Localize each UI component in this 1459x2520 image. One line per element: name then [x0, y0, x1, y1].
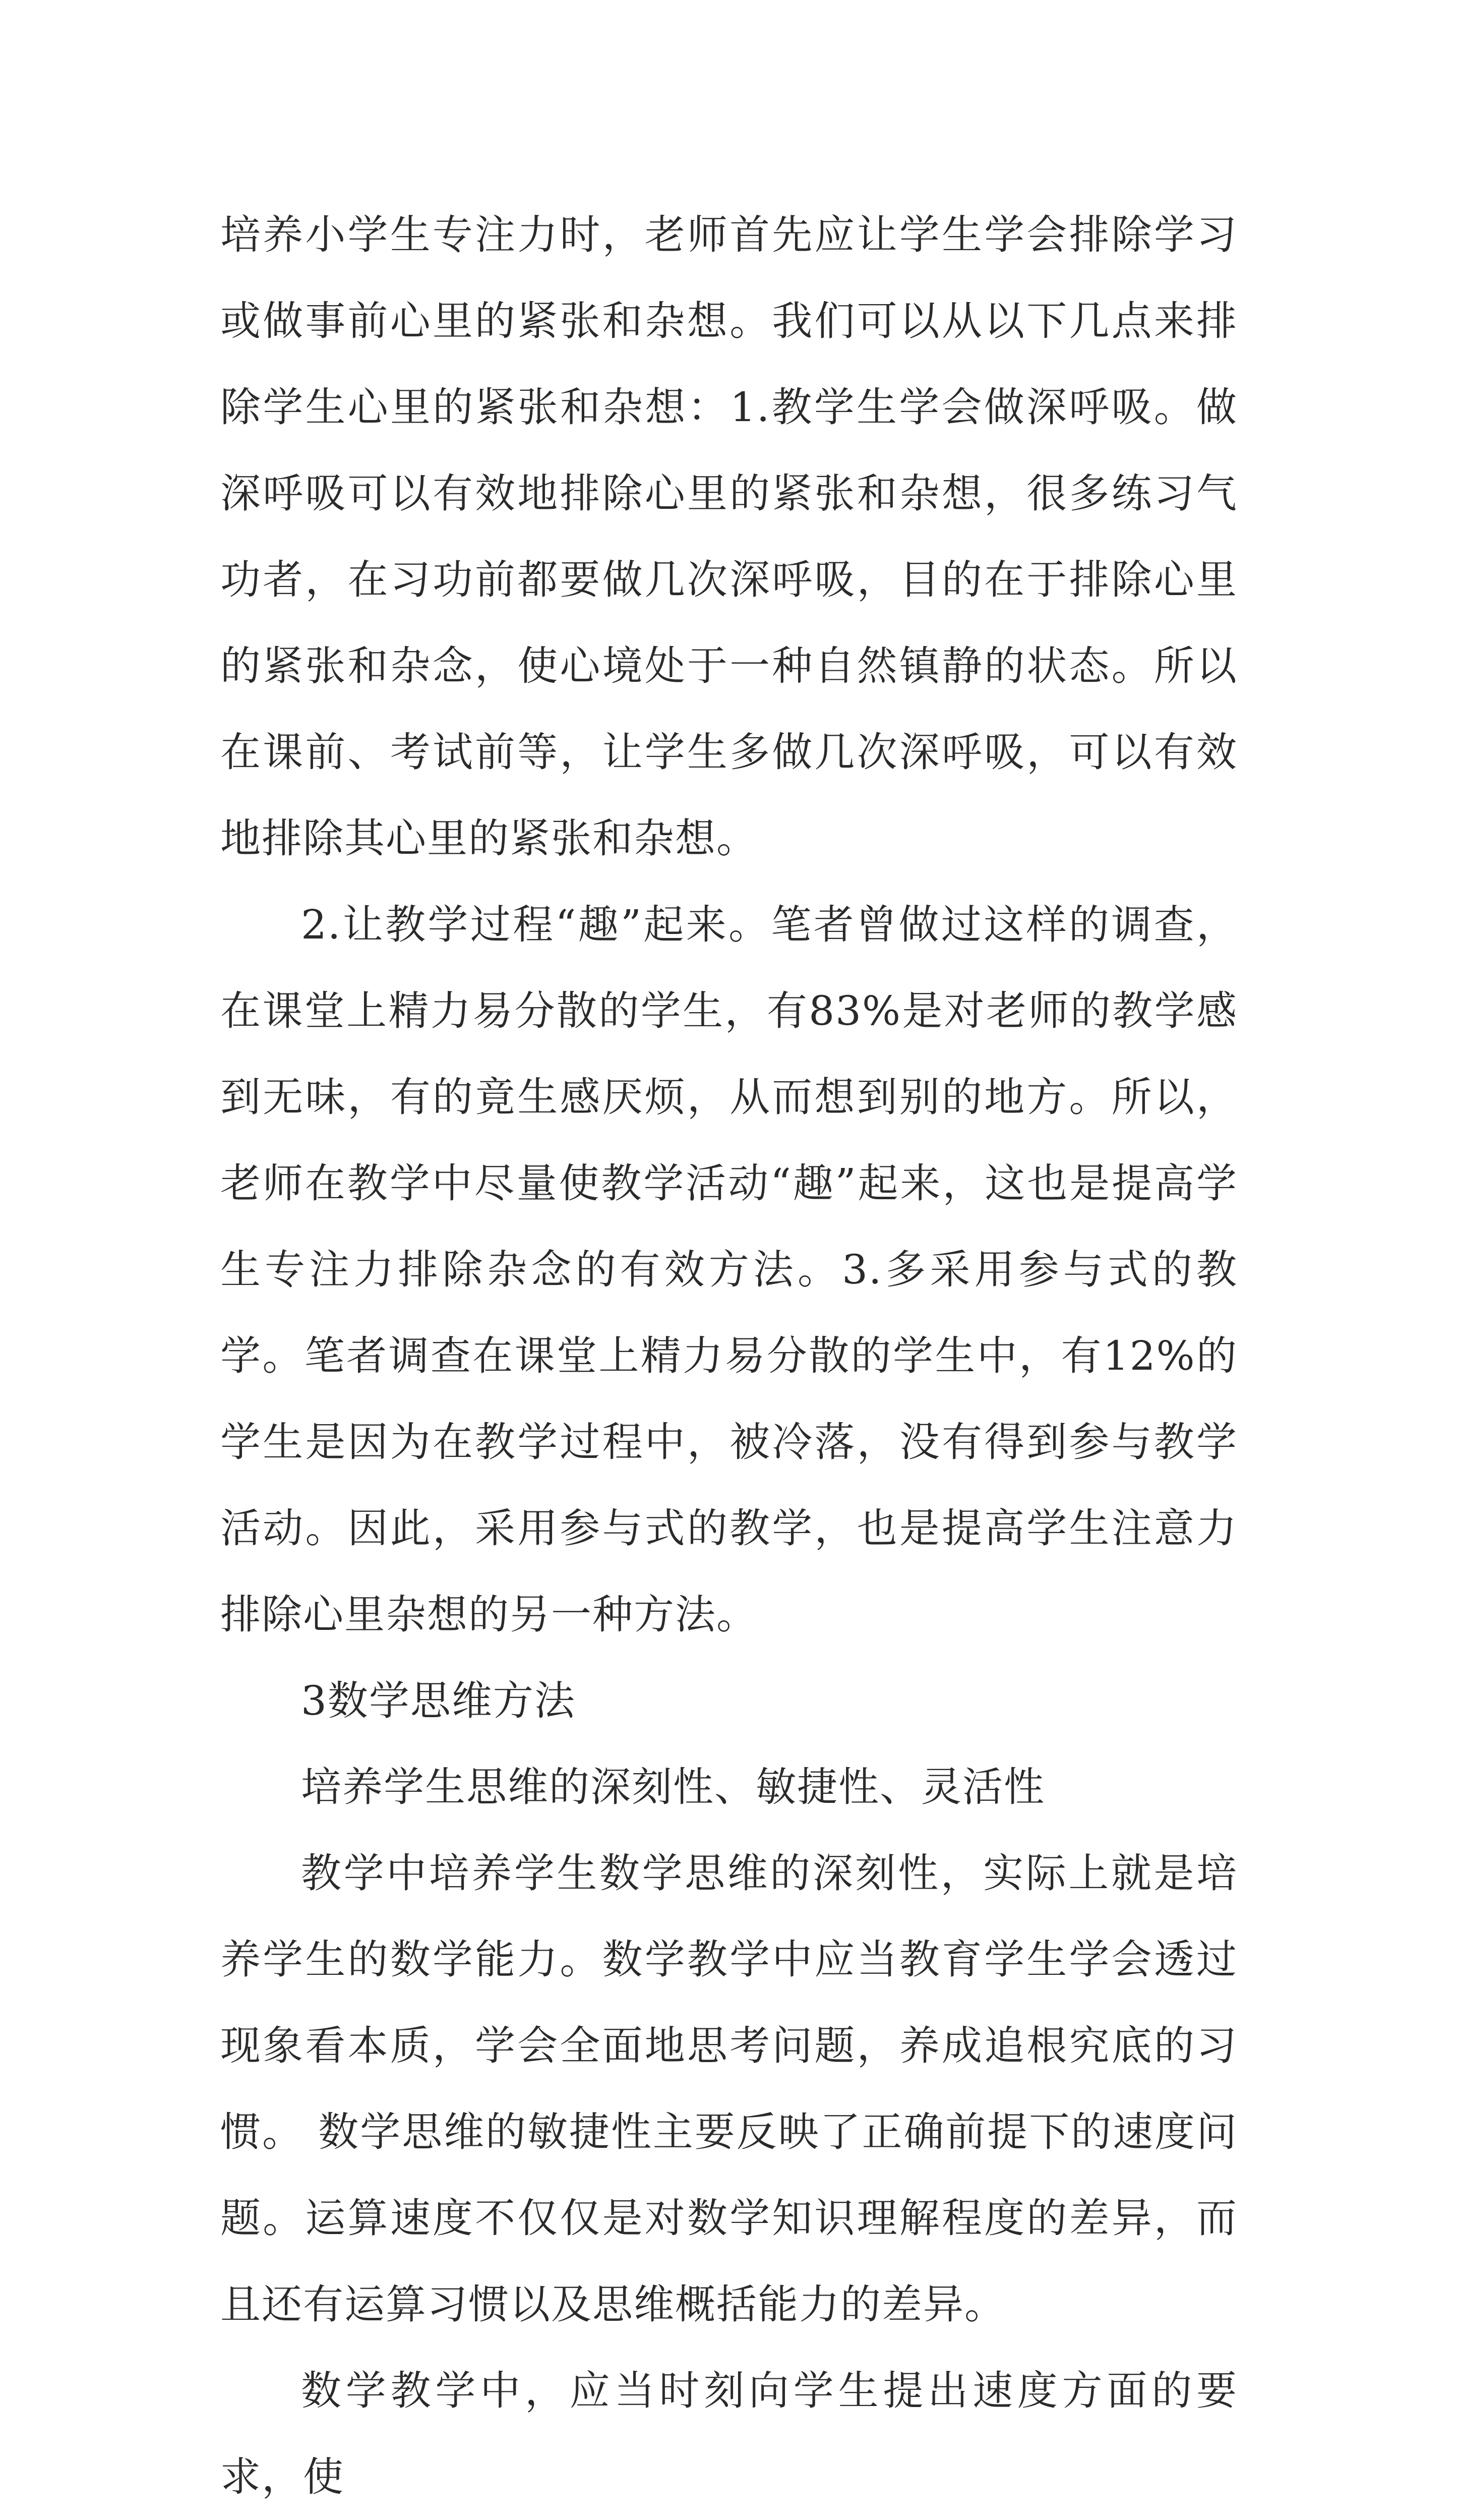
paragraph-4: 数学教学中，应当时刻向学生提出速度方面的要求，使	[220, 2367, 1238, 2500]
section-heading: 3数学思维方法	[301, 1677, 576, 1724]
paragraph-2: 2.让教学过程“趣”起来。笔者曾做过这样的调查，在课堂上精力易分散的学生，有83%是对老师的教学感到无味，有的竟生感厌烦，从而想到别的地方。所以，老师在教学中尽量使教学活动“趣”起来，这也是提高学生专注力排除杂念的有效方法。3.多采用参与式的教学。笔者调查在课堂上精力易分散的学生中，有12%的学生是因为在教学过程中，被冷落，没有得到参与教学活动。因此，采用参与式的教学，也是提高学生注意力排除心里杂想的另一种方法。	[220, 901, 1238, 1638]
subsection-heading: 培养学生思维的深刻性、敏捷性、灵活性	[301, 1764, 1045, 1810]
paragraph-1: 培养小学生专注力时，老师首先应让学生学会排除学习或做事前心里的紧张和杂想。我们可以从以下几点来排除学生心里的紧张和杂想：1.教学生学会做深呼吸。做深呼吸可以有效地排除心里的紧张和杂想，很多练习气功者，在习功前都要做几次深呼吸，目的在于排除心里的紧张和杂念，使心境处于一种自然镇静的状态。所以在课前、考试前等，让学生多做几次深呼吸，可以有效地排除其心里的紧张和杂想。	[220, 211, 1238, 862]
paragraph-3: 教学中培养学生数学思维的深刻性，实际上就是培养学生的数学能力。数学教学中应当教育学生学会透过现象看本质，学会全面地思考问题，养成追根究底的习惯。 数学思维的敏捷性主要反映了正确前提下的速度问题。运算速度不仅仅是对数学知识理解程度的差异，而且还有运算习惯以及思维概括能力的差异。	[220, 1850, 1238, 2328]
body-text	[220, 192, 1238, 2520]
